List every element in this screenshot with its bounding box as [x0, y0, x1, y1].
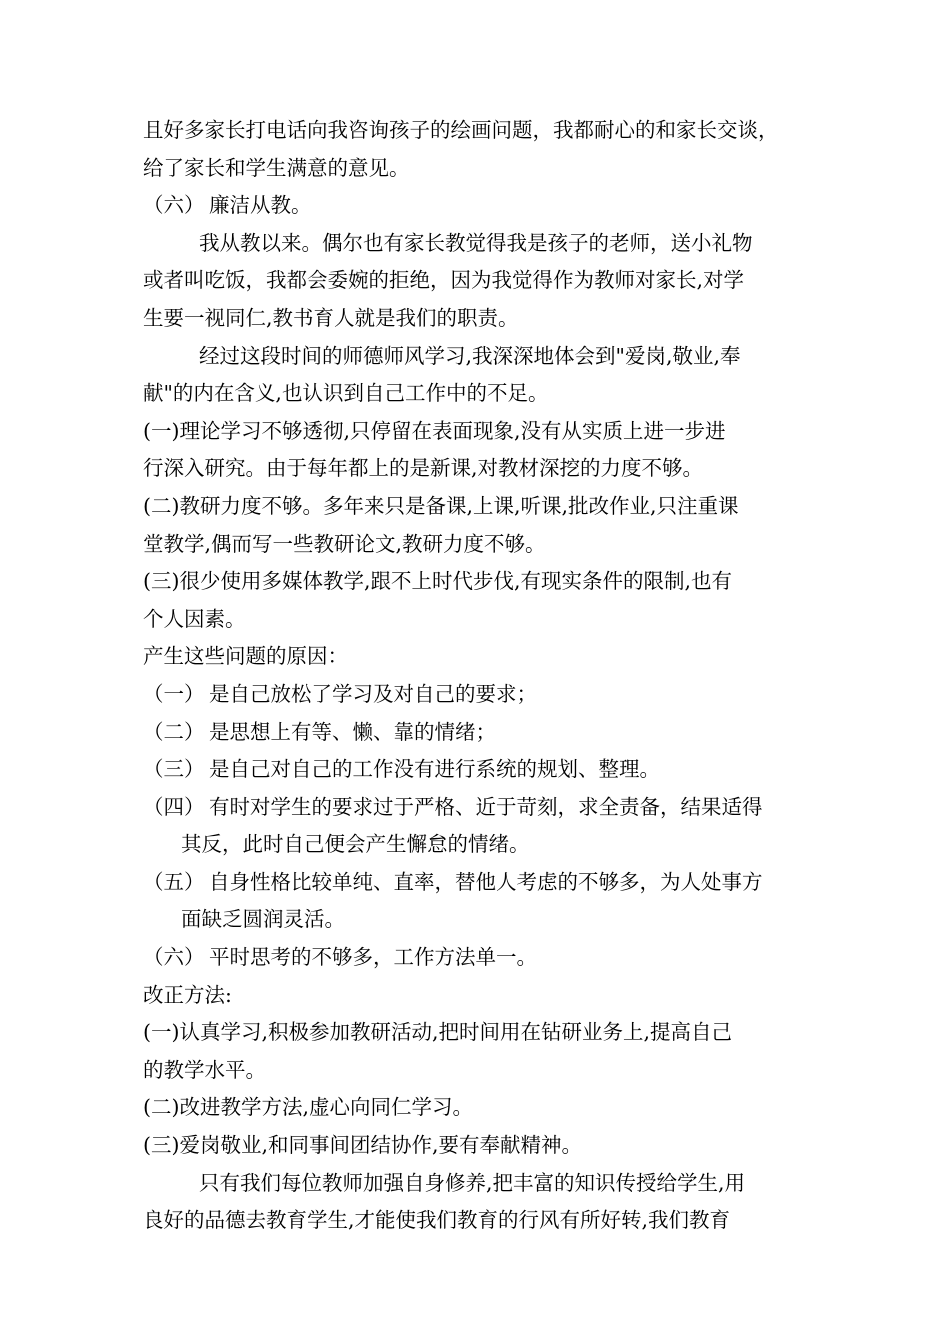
list-number: （六） [143, 945, 205, 970]
paragraph-line [143, 150, 813, 188]
paragraph-line [143, 225, 813, 263]
line-text: (一)认真学习,积极参加教研活动,把时间用在钻研业务上,提高自己 [143, 1020, 733, 1045]
line-text: 只有我们每位教师加强自身修养,把丰富的知识传授给学生,用 [199, 1170, 746, 1195]
line-text: 产生这些问题的原因： [143, 644, 348, 669]
line-text: (三)很少使用多媒体教学,跟不上时代步伐,有现实条件的限制,也有 [143, 569, 733, 594]
line-text: (二)教研力度不够。多年来只是备课,上课,听课,批改作业,只注重课 [143, 493, 739, 518]
line-text: 改正方法: [143, 982, 232, 1007]
line-text: 是思想上有等、懒、靠的情绪； [209, 719, 496, 744]
list-number: （一） [143, 681, 205, 706]
line-text: 个人因素。 [143, 606, 246, 631]
line-text: 经过这段时间的师德师风学习,我深深地体会到"爱岗,敬业,奉 [199, 343, 741, 368]
list-item-line [143, 1127, 813, 1165]
paragraph-line [143, 300, 813, 338]
list-number: （五） [143, 869, 205, 894]
line-text: 良好的品德去教育学生,才能使我们教育的行风有所好转,我们教育 [143, 1208, 731, 1233]
line-text: (三)爱岗敬业,和同事间团结协作,要有奉献精神。 [143, 1133, 583, 1158]
line-text: 生要一视同仁,教书育人就是我们的职责。 [143, 305, 519, 330]
line-text: (二)改进教学方法,虚心向同仁学习。 [143, 1095, 474, 1120]
list-item-line [143, 1052, 813, 1090]
paragraph-line [143, 338, 813, 376]
line-text: 有时对学生的要求过于严格、近于苛刻，求全责备，结果适得 [209, 794, 763, 819]
paragraph-line [143, 1165, 813, 1203]
section-heading [143, 977, 813, 1015]
line-text: 其反，此时自己便会产生懈怠的情绪。 [181, 832, 530, 857]
list-item-line [143, 714, 813, 752]
list-number: （四） [143, 794, 205, 819]
line-text: 的教学水平。 [143, 1057, 266, 1082]
list-item-line [143, 751, 813, 789]
line-text: 行深入研究。由于每年都上的是新课,对教材深挖的力度不够。 [143, 456, 704, 481]
line-text: (一)理论学习不够透彻,只停留在表面现象,没有从实质上进一步进 [143, 418, 726, 443]
list-number: （六） [143, 193, 205, 218]
list-item-line [143, 789, 813, 827]
list-item-line [143, 526, 813, 564]
line-text: 或者叫吃饭，我都会委婉的拒绝，因为我觉得作为教师对家长,对学 [143, 268, 745, 293]
section-heading [143, 187, 813, 225]
list-item-line [143, 488, 813, 526]
paragraph-line [143, 375, 813, 413]
list-item-continuation [143, 901, 813, 939]
line-text: 献"的内在含义,也认识到自己工作中的不足。 [143, 381, 549, 406]
line-text: 廉洁从教。 [209, 193, 312, 218]
list-item-line [143, 1089, 813, 1127]
list-number: （三） [143, 757, 205, 782]
list-item-line [143, 939, 813, 977]
line-text: 平时思考的不够多，工作方法单一。 [209, 945, 537, 970]
list-item-line [143, 1014, 813, 1052]
paragraph-line [143, 112, 813, 150]
document-body [143, 112, 813, 1240]
line-text: 面缺乏圆润灵活。 [181, 907, 345, 932]
list-item-line [143, 601, 813, 639]
list-item-line [143, 563, 813, 601]
line-text: 且好多家长打电话向我咨询孩子的绘画问题，我都耐心的和家长交谈， [143, 118, 779, 142]
line-text: 给了家长和学生满意的意见。 [143, 155, 410, 180]
list-number: （二） [143, 719, 205, 744]
section-heading [143, 638, 813, 676]
list-item-line [143, 413, 813, 451]
paragraph-line [143, 262, 813, 300]
line-text: 是自己对自己的工作没有进行系统的规划、整理。 [209, 757, 660, 782]
list-item-line [143, 676, 813, 714]
line-text: 是自己放松了学习及对自己的要求； [209, 681, 537, 706]
line-text: 我从教以来。偶尔也有家长教觉得我是孩子的老师，送小礼物 [199, 230, 753, 255]
line-text: 堂教学,偶而写一些教研论文,教研力度不够。 [143, 531, 546, 556]
list-item-line [143, 450, 813, 488]
list-item-line [143, 864, 813, 902]
list-item-continuation [143, 826, 813, 864]
line-text: 自身性格比较单纯、直率，替他人考虑的不够多，为人处事方 [209, 869, 763, 894]
paragraph-line [143, 1202, 813, 1240]
